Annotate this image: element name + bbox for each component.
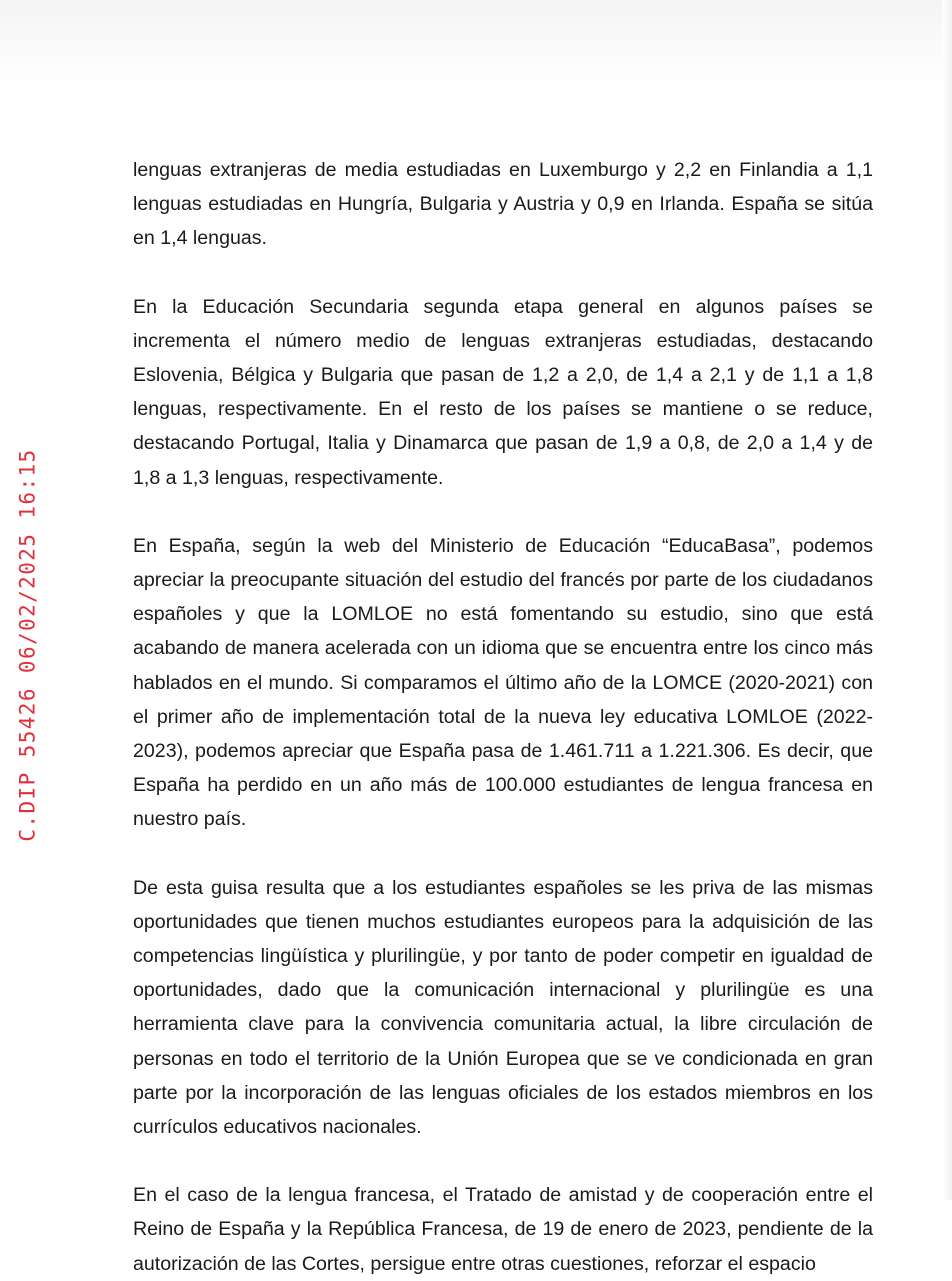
scan-top-shadow [0,0,952,90]
paragraph-opportunities: De esta guisa resulta que a los estudiantes españoles se les priva de las mismas oportunidades que tienen muchos estudiantes europeos para la adquisición de las competencias lingüística y plurilingüe, y por tanto de poder competir en igualdad de oportunidades, dado que la comunicación internacional y plurilingüe es una herramienta clave para la convivencia comunitaria actual, la libre circulación de personas en todo el territorio de la Unión Europea que se ve condicionada en gran parte por la incorporación de las lenguas oficiales de los estados miembros en los currículos educativos nacionales. [133,876,873,1139]
registry-stamp [8,448,48,842]
registry-stamp-text: C.DIP 55426 06/02/2025 16:15 [16,448,40,842]
document-body [133,153,873,1281]
scan-right-edge [942,0,952,1200]
paragraph-languages-average: lenguas extranjeras de media estudiadas en Luxemburgo y 2,2 en Finlandia a 1,1 lenguas estudiadas en Hungría, Bulgaria y Austria y 0,9 en Irlanda. España se sitúa en 1,4 lenguas. [133,159,873,250]
paragraph-spain-french-decline: En España, según la web del Ministerio de Educación “EducaBasa”, podemos apreciar la preocupante situación del estudio del francés por parte de los ciudadanos españoles y que la LOMLOE no está fomentando su estudio, sino que está acabando de manera acelerada con un idioma que se encuentra entre los cinco más hablados en el mundo. Si comparamos el último año de la LOMCE (2020-2021) con el primer año de implementación total de la nueva ley educativa LOMLOE (2022-2023), podemos apreciar que España pasa de 1.461.711 a 1.221.306. Es decir, que España ha perdido en un año más de 100.000 estudiantes de lengua francesa en nuestro país. [133,534,873,831]
paragraph-treaty: En el caso de la lengua francesa, el Tratado de amistad y de cooperación entre el Reino de España y la República Francesa, de 19 de enero de 2023, pendiente de la autorización de las Cortes, persigue entre otras cuestiones, reforzar el espacio [133,1184,873,1275]
paragraph-secondary-education: En la Educación Secundaria segunda etapa general en algunos países se incrementa el número medio de lenguas extranjeras estudiadas, destacando Eslovenia, Bélgica y Bulgaria que pasan de 1,2 a 2,0, de 1,4 a 2,1 y de 1,1 a 1,8 lenguas, respectivamente. En el resto de los países se mantiene o se reduce, destacando Portugal, Italia y Dinamarca que pasan de 1,9 a 0,8, de 2,0 a 1,4 y de 1,8 a 1,3 lenguas, respectivamente. [133,295,873,489]
